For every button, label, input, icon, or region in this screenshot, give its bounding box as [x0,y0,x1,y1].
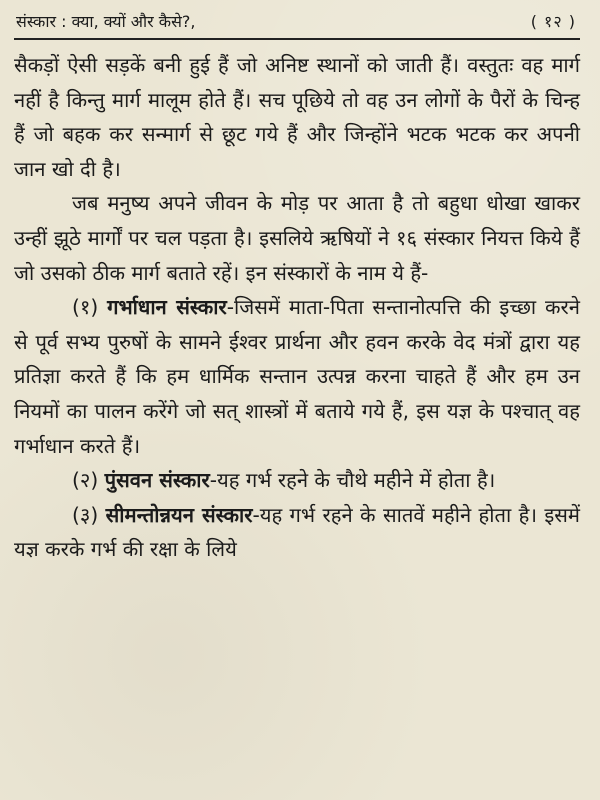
paragraph-5 [14,498,580,567]
paragraph-3 [14,290,580,463]
page-header [14,10,580,40]
list-number-1: (१) [72,295,108,320]
paragraph-2: जब मनुष्य अपने जीवन के मोड़ पर आता है तो बहुधा धोखा खाकर उन्हीं झूठे मार्गों पर चल पड़ता है। इसलिये ऋषियों ने १६ संस्कार नियत्त किये हैं जो उसको ठीक मार्ग बताते रहें। इन संस्कारों के नाम ये हैं- [14,191,580,285]
paragraph-4 [14,463,580,498]
page-content [14,48,580,567]
paragraph-1: सैकड़ों ऐसी सड़कें बनी हुई हैं जो अनिष्ट स्थानों को जाती हैं। वस्तुतः वह मार्ग नहीं है किन्तु मार्ग मालूम होते हैं। सच पूछिये तो वह उन लोगों के पैरों के चिन्ह हैं जो बहक कर सन्मार्ग से छूट गये हैं और जिन्होंने भटक भटक कर अपनी जान खो दी है। [14,53,580,181]
page-number: ( १२ ) [530,12,576,31]
simantonnayan-sanskar-heading: सीमन्तोन्नयन संस्कार [105,502,253,527]
garbhadhan-sanskar-heading: गर्भाधान संस्कार [107,295,227,320]
running-header-title: संस्कार : क्या, क्यों और कैसे?, [16,12,196,31]
garbhadhan-sanskar-text: -जिसमें माता-पिता सन्तानोत्पत्ति की इच्छा करने से पूर्व सभ्य पुरुषों के सामने ईश्वर प्रार्थना और हवन करके वेद मंत्रों द्वारा यह प्रतिज्ञा करते हैं कि हम धार्मिक सन्तान उत्पन्न करना चाहते हैं और हम उन नियमों का पालन करेंगे जो सत् शास्त्रों में बताये गये हैं, इस यज्ञ के पश्चात् वह गर्भाधान करते हैं। [14,295,580,458]
list-number-2: (२) [72,468,105,493]
punsavan-sanskar-heading: पुंसवन संस्कार [104,468,210,493]
punsavan-sanskar-text: -यह गर्भ रहने के चौथे महीने में होता है। [209,468,496,493]
simantonnayan-sanskar-text: -यह गर्भ रहने के सातवें महीने होता है। इसमें यज्ञ करके गर्भ की रक्षा के लिये [14,502,580,562]
list-number-3: (३) [72,502,106,527]
